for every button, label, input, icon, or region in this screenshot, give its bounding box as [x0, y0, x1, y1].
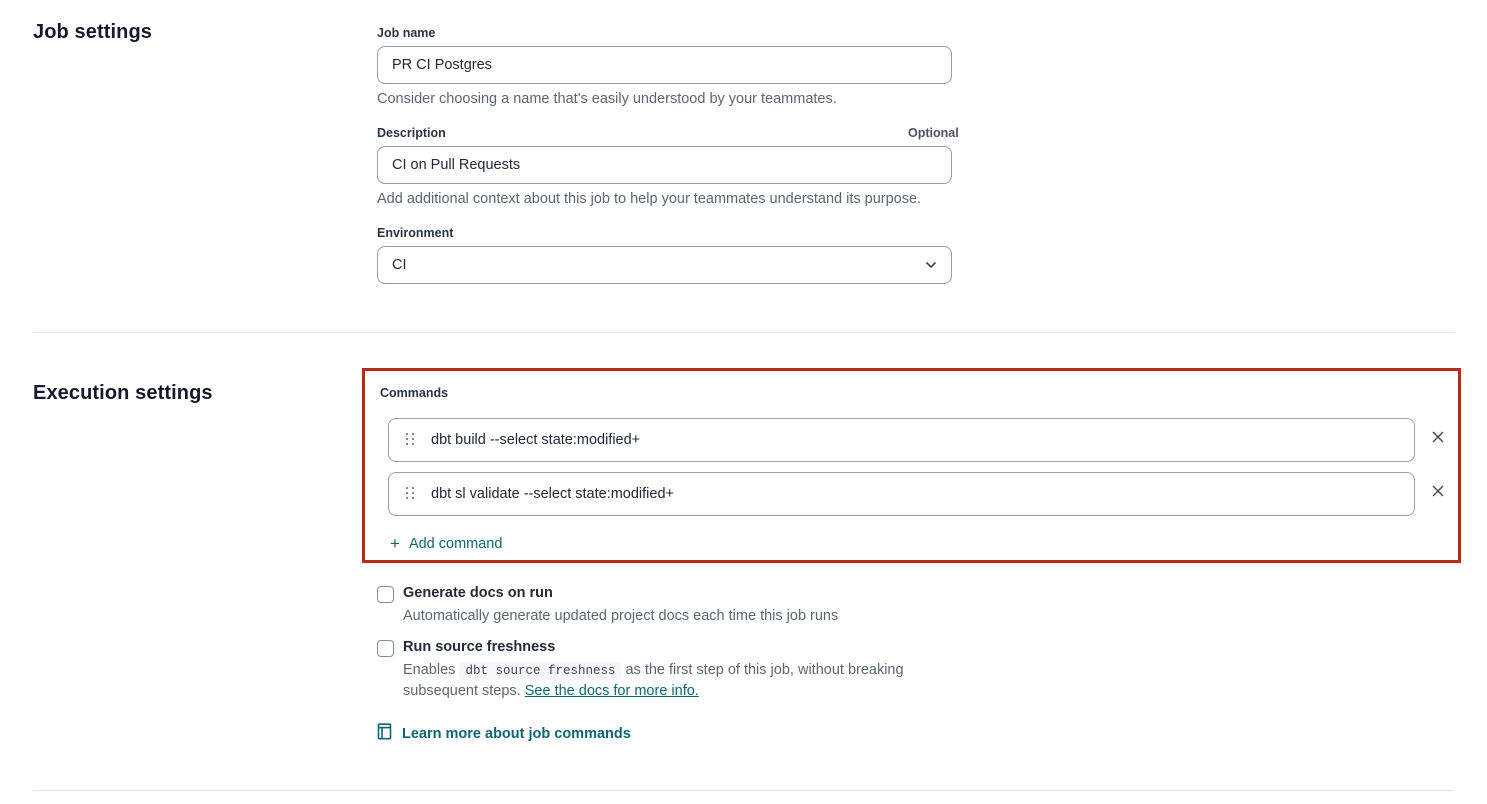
command-row[interactable]: [388, 418, 1415, 462]
commands-highlight-box: [362, 368, 1461, 563]
add-command-button[interactable]: [390, 535, 502, 552]
freshness-help-after: as the first step of this job, without breaking subsequent steps.: [403, 662, 904, 699]
execution-settings-heading: Execution settings: [33, 382, 213, 404]
close-icon: [1431, 484, 1445, 501]
command-row[interactable]: [388, 472, 1415, 516]
bottom-divider: [33, 790, 1454, 791]
command-text[interactable]: dbt build --select state:modified+: [431, 432, 641, 448]
remove-command-button[interactable]: [1427, 481, 1449, 503]
see-docs-link[interactable]: See the docs for more info.: [524, 683, 699, 699]
environment-selected-value: CI: [392, 257, 407, 273]
run-source-freshness-help: [403, 660, 941, 701]
book-icon: [377, 723, 392, 744]
generate-docs-row: [377, 585, 838, 626]
close-icon: [1431, 430, 1445, 447]
learn-more-link[interactable]: [377, 723, 631, 744]
generate-docs-help: Automatically generate updated project docs each time this job runs: [403, 608, 839, 624]
description-input[interactable]: [377, 146, 952, 184]
generate-docs-checkbox[interactable]: [377, 586, 394, 603]
section-divider: [33, 332, 1454, 333]
run-source-freshness-label: Run source freshness: [403, 639, 556, 655]
job-name-help: Consider choosing a name that's easily understood by your teammates.: [377, 91, 837, 107]
freshness-help-before: Enables: [403, 662, 460, 678]
job-name-label: Job name: [377, 26, 436, 40]
learn-more-label: Learn more about job commands: [402, 725, 631, 742]
freshness-code-snippet: dbt source freshness: [459, 662, 621, 680]
generate-docs-label: Generate docs on run: [403, 585, 553, 601]
environment-label: Environment: [377, 226, 454, 240]
description-label: Description: [377, 126, 446, 140]
job-settings-heading: Job settings: [33, 21, 152, 43]
drag-handle-icon[interactable]: [405, 486, 419, 502]
drag-handle-icon[interactable]: [405, 432, 419, 448]
description-help: Add additional context about this job to help your teammates understand its purpose.: [377, 191, 922, 207]
add-command-label: Add command: [408, 535, 503, 552]
run-source-freshness-row: [377, 639, 941, 701]
commands-label: Commands: [380, 386, 449, 400]
description-optional-tag: Optional: [908, 126, 959, 140]
plus-icon: +: [390, 534, 400, 553]
chevron-down-icon: [925, 257, 937, 273]
command-text[interactable]: dbt sl validate --select state:modified+: [431, 486, 674, 502]
remove-command-button[interactable]: [1427, 427, 1449, 449]
run-source-freshness-checkbox[interactable]: [377, 640, 394, 657]
environment-select[interactable]: [377, 246, 952, 284]
job-name-input[interactable]: [377, 46, 952, 84]
